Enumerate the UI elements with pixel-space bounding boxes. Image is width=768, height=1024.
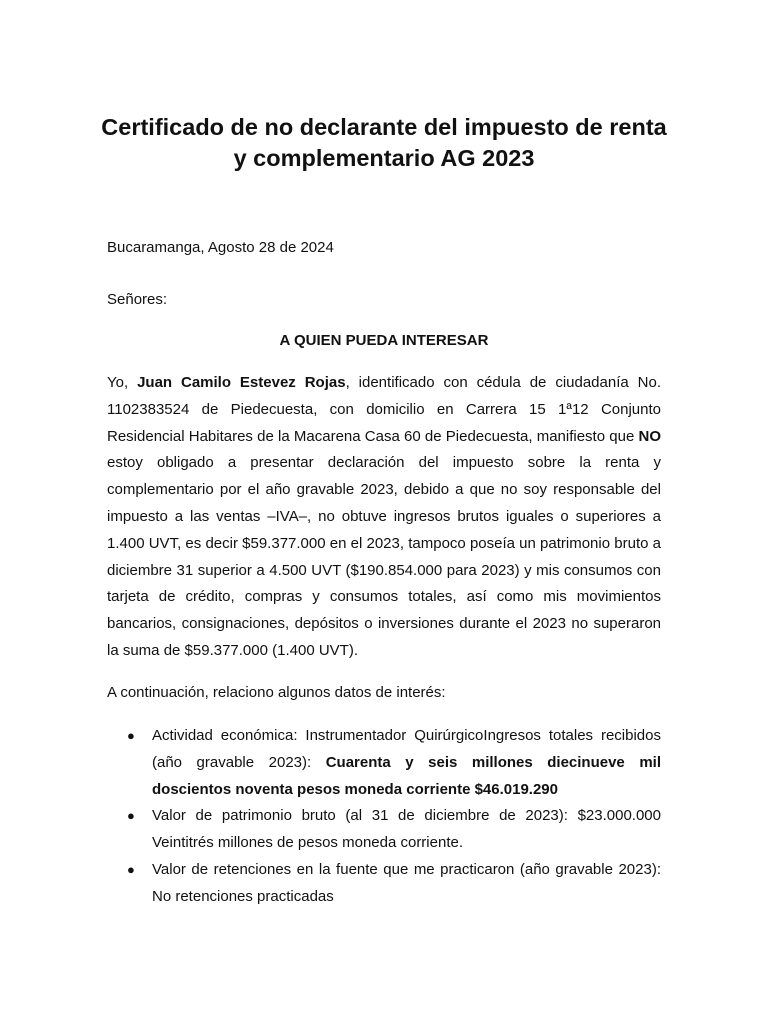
salutation: Señores: xyxy=(107,291,168,308)
body-paragraph xyxy=(107,370,661,665)
addressee: A QUIEN PUEDA INTERESAR xyxy=(279,332,489,349)
list-item xyxy=(107,857,661,911)
list-item xyxy=(107,723,661,803)
body-yo: Yo, xyxy=(107,374,138,391)
body-part-1: , identificado con cédula de ciudadanía No. 1102383524 de Piedecuesta, con domicilio en Carrera 15 1ª12 Conjunto Residencial Habitares de la Macarena Casa 60 de Piedecuesta, manifiesto que xyxy=(107,374,661,445)
list-item xyxy=(107,803,661,857)
item-text: Valor de patrimonio bruto (al 31 de diciembre de 2023): $23.000.000 Veintitrés millones de pesos moneda corriente. xyxy=(152,807,661,852)
bullet-icon: ● xyxy=(127,728,135,743)
item-text: Actividad económica: Instrumentador QuirúrgicoIngresos totales recibidos (año gravable 2023): xyxy=(152,727,661,771)
declarant-name: Juan Camilo Estevez Rojas xyxy=(137,374,346,391)
data-list xyxy=(107,723,661,911)
place-date: Bucaramanga, Agosto 28 de 2024 xyxy=(107,239,334,256)
item-bold-amount: Cuarenta y seis millones diecinueve mil doscientos noventa pesos moneda corriente $46.019.290 xyxy=(152,753,661,798)
bullet-icon: ● xyxy=(127,808,135,824)
document-title: Certificado de no declarante del impuesto de renta y complementario AG 2023 xyxy=(101,114,667,171)
body-part-2: estoy obligado a presentar declaración del impuesto sobre la renta y complementario por el año gravable 2023, debido a que no soy responsable del impuesto a las ventas –IVA–, no obtuve ingresos brutos iguales o superiores a 1.400 UVT, es decir $59.377.000 en el 2023, tampoco poseía un patrimonio bruto a diciembre 31 superior a 4.500 UVT ($190.854.000 para 2023) y mis consumos con tarjeta de crédito, compras y consumos totales, así como mis movimientos bancarios, consignaciones, depósitos o inversiones durante el 2023 no superaron la suma de $59.377.000 (1.400 UVT). xyxy=(107,454,661,659)
data-intro: A continuación, relaciono algunos datos de interés: xyxy=(107,684,446,701)
item-text: Valor de retenciones en la fuente que me practicaron (año gravable 2023): No retenciones practicadas xyxy=(152,860,661,905)
bullet-icon: ● xyxy=(127,861,135,877)
no-emphasis: NO xyxy=(638,427,661,445)
